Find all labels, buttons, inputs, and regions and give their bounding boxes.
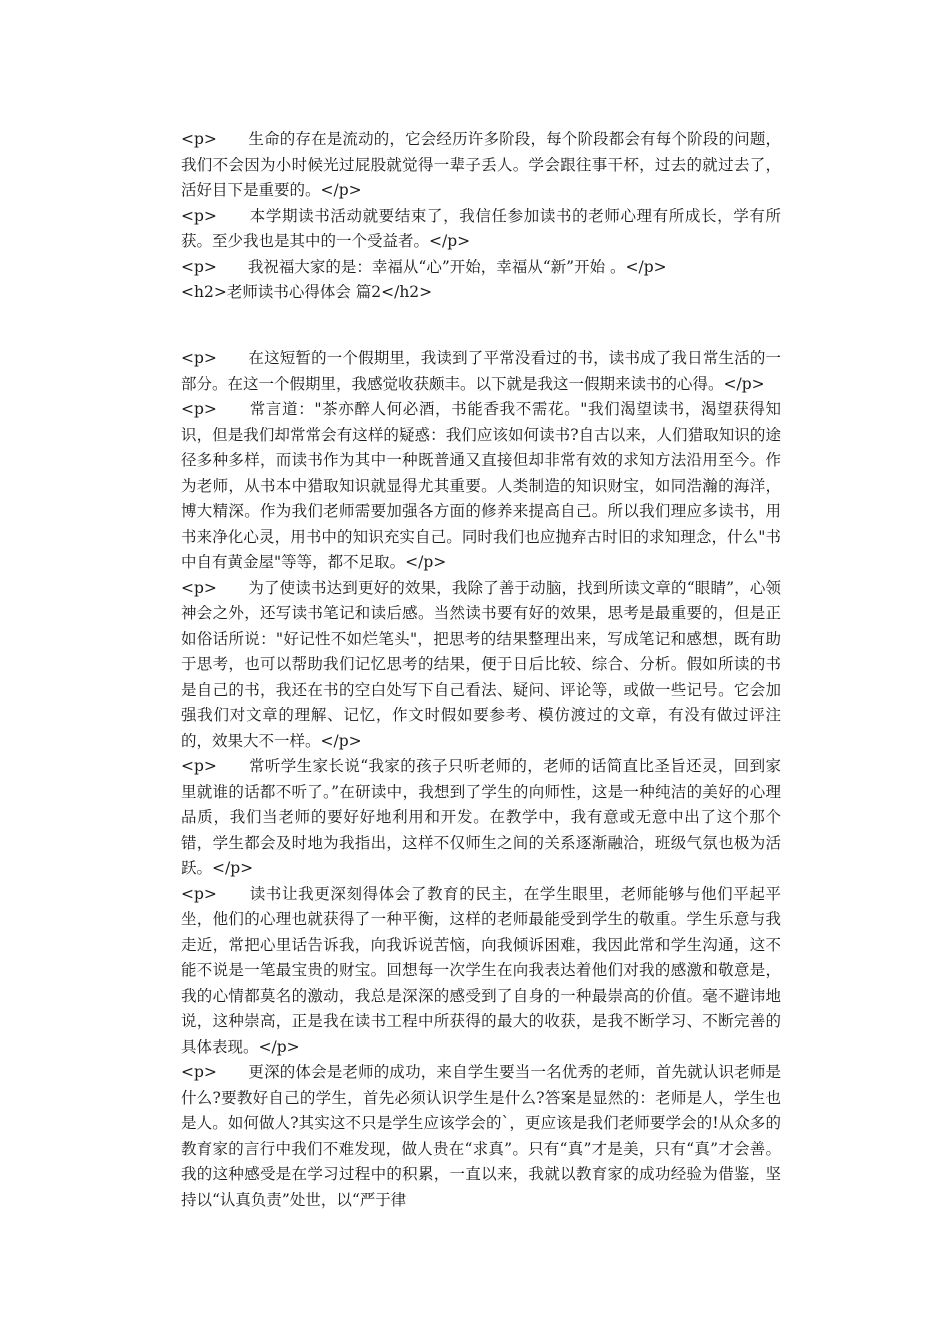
paragraph: <p> 在这短暂的一个假期里，我读到了平常没看过的书，读书成了我日常生活的一部分。在这一个假期里，我感觉收获颇丰。以下就是我这一假期来读书的心得。</p> bbox=[181, 349, 781, 393]
paragraph: <p> 更深的体会是老师的成功，来自学生要当一名优秀的老师，首先就认识老师是什么?要教好自己的学生，首先必须认识学生是什么?答案是显然的：老师是人，学生也是人。如何做人?其实这不只是学生应该学会的`，更应该是我们老师要学会的!从众多的教育家的言行中我们不难发现，做人贵在“求真”。只有“真”才是美，只有“真”才会善。我的这种感受是在学习过程中的积累，一直以来，我就以教育家的成功经验为借鉴，坚持以“认真负责”处世，以“严于律 bbox=[181, 1063, 781, 1209]
paragraph: <p> 常听学生家长说“我家的孩子只听老师的，老师的话简直比圣旨还灵，回到家里就谁的话都不听了。”在研读中，我想到了学生的向师性，这是一种纯洁的美好的心理品质，我们当老师的要好好地利用和开发。在教学中，我有意或无意中出了这个那个错，学生都会及时地为我指出，这样不仅师生之间的关系逐渐融洽，班级气氛也极为活跃。</p> bbox=[181, 757, 781, 877]
paragraph: <p> 读书让我更深刻得体会了教育的民主，在学生眼里，老师能够与他们平起平坐，他们的心理也就获得了一种平衡，这样的老师最能受到学生的敬重。学生乐意与我走近，常把心里话告诉我，向我诉说苦恼，向我倾诉困难，我因此常和学生沟通，这不能不说是一笔最宝贵的财宝。回想每一次学生在向我表达着他们对我的感激和敬意是，我的心情都莫名的激动，我总是深深的感受到了自身的一种最崇高的价值。毫不避讳地说，这种崇高，正是我在读书工程中所获得的最大的收获，是我不断学习、不断完善的具体表现。</p> bbox=[181, 884, 781, 1056]
text-section-2 bbox=[181, 346, 781, 1213]
paragraph: <p> 本学期读书活动就要结束了，我信任参加读书的老师心理有所成长，学有所获。至少我也是其中的一个受益者。</p> bbox=[181, 206, 781, 250]
paragraph: <p> 我祝福大家的是：幸福从“心”开始，幸福从“新”开始 。</p> bbox=[181, 257, 667, 276]
paragraph: <p> 常言道："茶亦醉人何必酒，书能香我不需花。"我们渴望读书，渴望获得知识，但是我们却常常会有这样的疑惑：我们应该如何读书?自古以来，人们猎取知识的途径多种多样，而读书作为其中一种既普通又直接但却非常有效的求知方法沿用至今。作为老师，从书本中猎取知识就显得尤其重要。人类制造的知识财宝，如同浩瀚的海洋，博大精深。作为我们老师需要加强各方面的修养来提高自己。所以我们理应多读书，用书来净化心灵，用书中的知识充实自己。同时我们也应抛弃古时旧的求知理念，什么"书中自有黄金屋"等等，都不足取。</p> bbox=[181, 400, 781, 571]
paragraph: <p> 为了使读书达到更好的效果，我除了善于动脑，找到所读文章的“眼睛”，心领神会之外，还写读书笔记和读后感。当然读书要有好的效果，思考是最重要的，但是正如俗话所说："好记性不如烂笔头"，把思考的结果整理出来，写成笔记和感想，既有助于思考，也可以帮助我们记忆思考的结果，便于日后比较、综合、分析。假如所读的书是自己的书，我还在书的空白处写下自己看法、疑问、评论等，或做一些记号。它会加强我们对文章的理解、记忆，作文时假如要参考、模仿渡过的文章，有没有做过评注的，效果大不一样。</p> bbox=[181, 578, 781, 750]
paragraph: <p> 生命的存在是流动的，它会经历许多阶段，每个阶段都会有每个阶段的问题，我们不会因为小时候光过屁股就觉得一辈子丢人。学会跟往事干杯，过去的就过去了，活好目下是重要的。</p> bbox=[181, 130, 781, 199]
text-section-1 bbox=[181, 127, 781, 306]
section-heading: <h2>老师读书心得体会 篇2</h2> bbox=[181, 283, 433, 301]
